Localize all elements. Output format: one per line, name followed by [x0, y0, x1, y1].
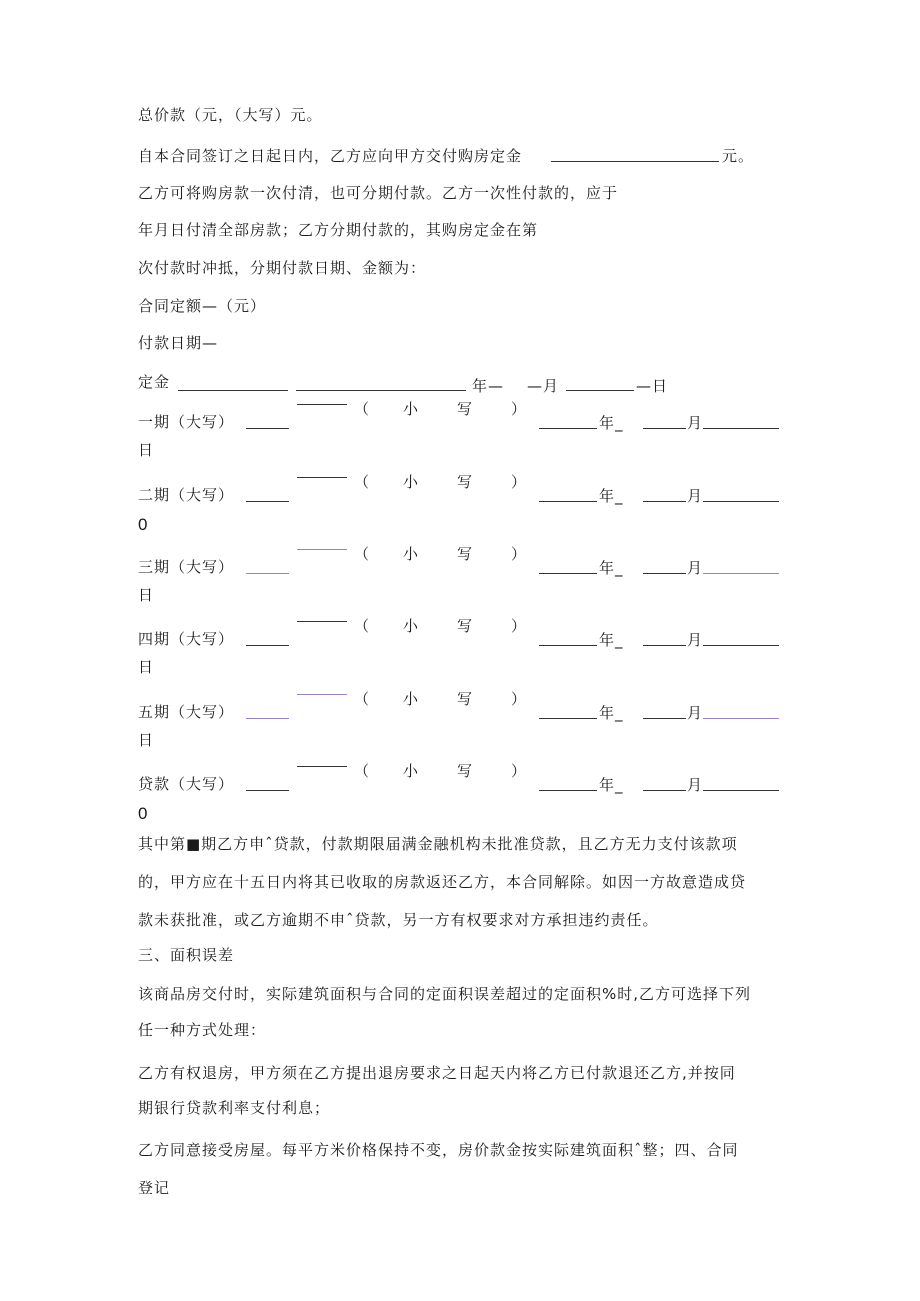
deposit-row-blank-1 [178, 390, 288, 391]
schedule-row-1-day-blank [703, 428, 779, 429]
schedule-row-6-year-blank [539, 790, 597, 791]
schedule-row-3-year-blank [539, 573, 597, 574]
schedule-row-5-tail: 日 [138, 731, 155, 749]
deposit-unit: 元。 [722, 147, 755, 165]
schedule-row-4-year: 年_ [599, 631, 624, 649]
schedule-row-2-small: 小 [403, 473, 419, 491]
schedule-row-4-day-blank [703, 645, 779, 646]
schedule-row-2-small-blank [297, 477, 347, 478]
schedule-row-5-label: 五期（大写） [138, 703, 235, 721]
schedule-row-3-month: 月 [687, 559, 704, 577]
schedule-row-5-year-blank [539, 718, 597, 719]
schedule-row-1-label: 一期（大写） [138, 413, 235, 431]
schedule-row-3-close-paren: ） [511, 545, 527, 563]
accept-paragraph-line-2: 登记 [138, 1179, 171, 1197]
schedule-row-5-day-blank [703, 718, 779, 719]
schedule-row-3-day-blank [703, 573, 779, 574]
schedule-row-5-small: 小 [403, 690, 419, 708]
schedule-row-3-label: 三期（大写） [138, 558, 235, 576]
schedule-row-4-close-paren: ） [511, 617, 527, 635]
schedule-row-3-small: 小 [403, 545, 419, 563]
schedule-row-2-month-blank [643, 501, 686, 502]
schedule-row-4-open-paren: （ [354, 617, 370, 635]
schedule-row-6-year: 年_ [599, 776, 624, 794]
schedule-row-4-tail: 日 [138, 658, 155, 676]
schedule-row-3-small-blank [297, 549, 347, 550]
schedule-row-3-open-paren: （ [354, 545, 370, 563]
schedule-row-6-label: 贷款（大写） [138, 775, 235, 793]
schedule-row-4-small-blank [297, 621, 347, 622]
deposit-row-blank-3 [566, 390, 634, 391]
schedule-row-1-year-blank [539, 428, 597, 429]
schedule-row-3-month-blank [643, 573, 686, 574]
schedule-row-6-amount-blank [246, 790, 289, 791]
loan-paragraph-line-1: 其中第■期乙方申ˆ贷款，付款期限届满金融机构未批准贷款，且乙方无力支付该款项 [138, 835, 738, 853]
schedule-row-3-tail: 日 [138, 586, 155, 604]
deposit-row-label: 定金 [138, 373, 171, 391]
schedule-row-5-small-blank [297, 694, 347, 695]
schedule-row-1-write: 写 [457, 400, 473, 418]
schedule-row-5-close-paren: ） [511, 690, 527, 708]
schedule-row-4-amount-blank [246, 645, 289, 646]
schedule-row-3-write: 写 [457, 545, 473, 563]
refund-paragraph-line-2: 期银行贷款利率支付利息； [138, 1099, 331, 1117]
schedule-row-5-month: 月 [687, 704, 704, 722]
schedule-row-2-year-blank [539, 501, 597, 502]
deposit-row-day: —日 [636, 377, 669, 395]
schedule-row-6-tail: 0 [138, 804, 148, 823]
schedule-row-5-amount-blank [246, 718, 289, 719]
schedule-row-6-close-paren: ） [511, 762, 527, 780]
pay-date-line: 年月日付清全部房款；乙方分期付款的，其购房定金在第 [138, 221, 539, 239]
schedule-row-1-tail: 日 [138, 441, 155, 459]
schedule-row-2-open-paren: （ [354, 473, 370, 491]
schedule-row-6-month: 月 [687, 776, 704, 794]
schedule-row-1-small: 小 [403, 400, 419, 418]
schedule-row-2-close-paren: ） [511, 473, 527, 491]
schedule-row-6-open-paren: （ [354, 762, 370, 780]
schedule-row-4-month-blank [643, 645, 686, 646]
schedule-row-2-write: 写 [457, 473, 473, 491]
schedule-row-3-amount-blank [246, 573, 289, 574]
schedule-row-5-year: 年_ [599, 704, 624, 722]
schedule-row-2-label: 二期（大写） [138, 486, 235, 504]
schedule-row-6-small: 小 [403, 762, 419, 780]
schedule-row-1-amount-blank [246, 428, 289, 429]
refund-paragraph-line-1: 乙方有权退房，甲方须在乙方提出退房要求之日起天内将乙方已付款退还乙方,并按同 [138, 1064, 736, 1082]
schedule-row-4-month: 月 [687, 631, 704, 649]
schedule-row-5-month-blank [643, 718, 686, 719]
pay-once-line: 乙方可将购房款一次付清，也可分期付款。乙方一次性付款的，应于 [138, 184, 619, 202]
schedule-row-1-open-paren: （ [354, 400, 370, 418]
schedule-row-6-small-blank [297, 766, 347, 767]
schedule-row-2-year: 年_ [599, 487, 624, 505]
schedule-row-1-small-blank [297, 404, 347, 405]
schedule-row-6-write: 写 [457, 762, 473, 780]
deposit-line: 自本合同签订之日起日内，乙方应向甲方交付购房定金 [138, 147, 523, 165]
schedule-row-1-year: 年_ [599, 414, 624, 432]
schedule-row-1-close-paren: ） [511, 400, 527, 418]
schedule-row-2-month: 月 [687, 487, 704, 505]
schedule-row-2-amount-blank [246, 501, 289, 502]
deposit-amount-blank [551, 161, 719, 162]
area-paragraph-line-1: 该商品房交付时，实际建筑面积与合同的定面积误差超过的定面积%时,乙方可选择下列 [138, 985, 752, 1003]
loan-paragraph-line-3: 款未获批准，或乙方逾期不申ˆ贷款，另一方有权要求对方承担违约责任。 [138, 911, 659, 929]
schedule-row-5-write: 写 [457, 690, 473, 708]
deposit-row-blank-2 [296, 390, 466, 391]
schedule-row-2-day-blank [703, 501, 779, 502]
installment-line: 次付款时冲抵，分期付款日期、金额为： [138, 259, 427, 277]
schedule-row-4-year-blank [539, 645, 597, 646]
schedule-row-6-day-blank [703, 790, 779, 791]
schedule-row-2-tail: 0 [138, 515, 148, 534]
schedule-row-4-small: 小 [403, 617, 419, 635]
schedule-row-4-label: 四期（大写） [138, 630, 235, 648]
section-3-heading: 三、面积误差 [138, 946, 235, 964]
payment-date-line: 付款日期— [138, 334, 219, 352]
schedule-row-6-month-blank [643, 790, 686, 791]
schedule-row-3-year: 年_ [599, 559, 624, 577]
area-paragraph-line-2: 任一种方式处理： [138, 1021, 267, 1039]
deposit-row-year: 年— [472, 377, 505, 395]
deposit-row-month: —月 [527, 377, 560, 395]
total-price-line: 总价款（元，（大写）元。 [138, 106, 323, 124]
loan-paragraph-line-2: 的，甲方应在十五日内将其已收取的房款返还乙方，本合同解除。如因一方故意造成贷 [138, 873, 747, 891]
contract-amount-line: 合同定额—（元） [138, 297, 267, 315]
schedule-row-4-write: 写 [457, 617, 473, 635]
schedule-row-1-month: 月 [687, 414, 704, 432]
accept-paragraph-line-1: 乙方同意接受房屋。每平方米价格保持不变，房价款金按实际建筑面积ˆ整；四、合同 [138, 1141, 739, 1159]
schedule-row-1-month-blank [643, 428, 686, 429]
schedule-row-5-open-paren: （ [354, 690, 370, 708]
